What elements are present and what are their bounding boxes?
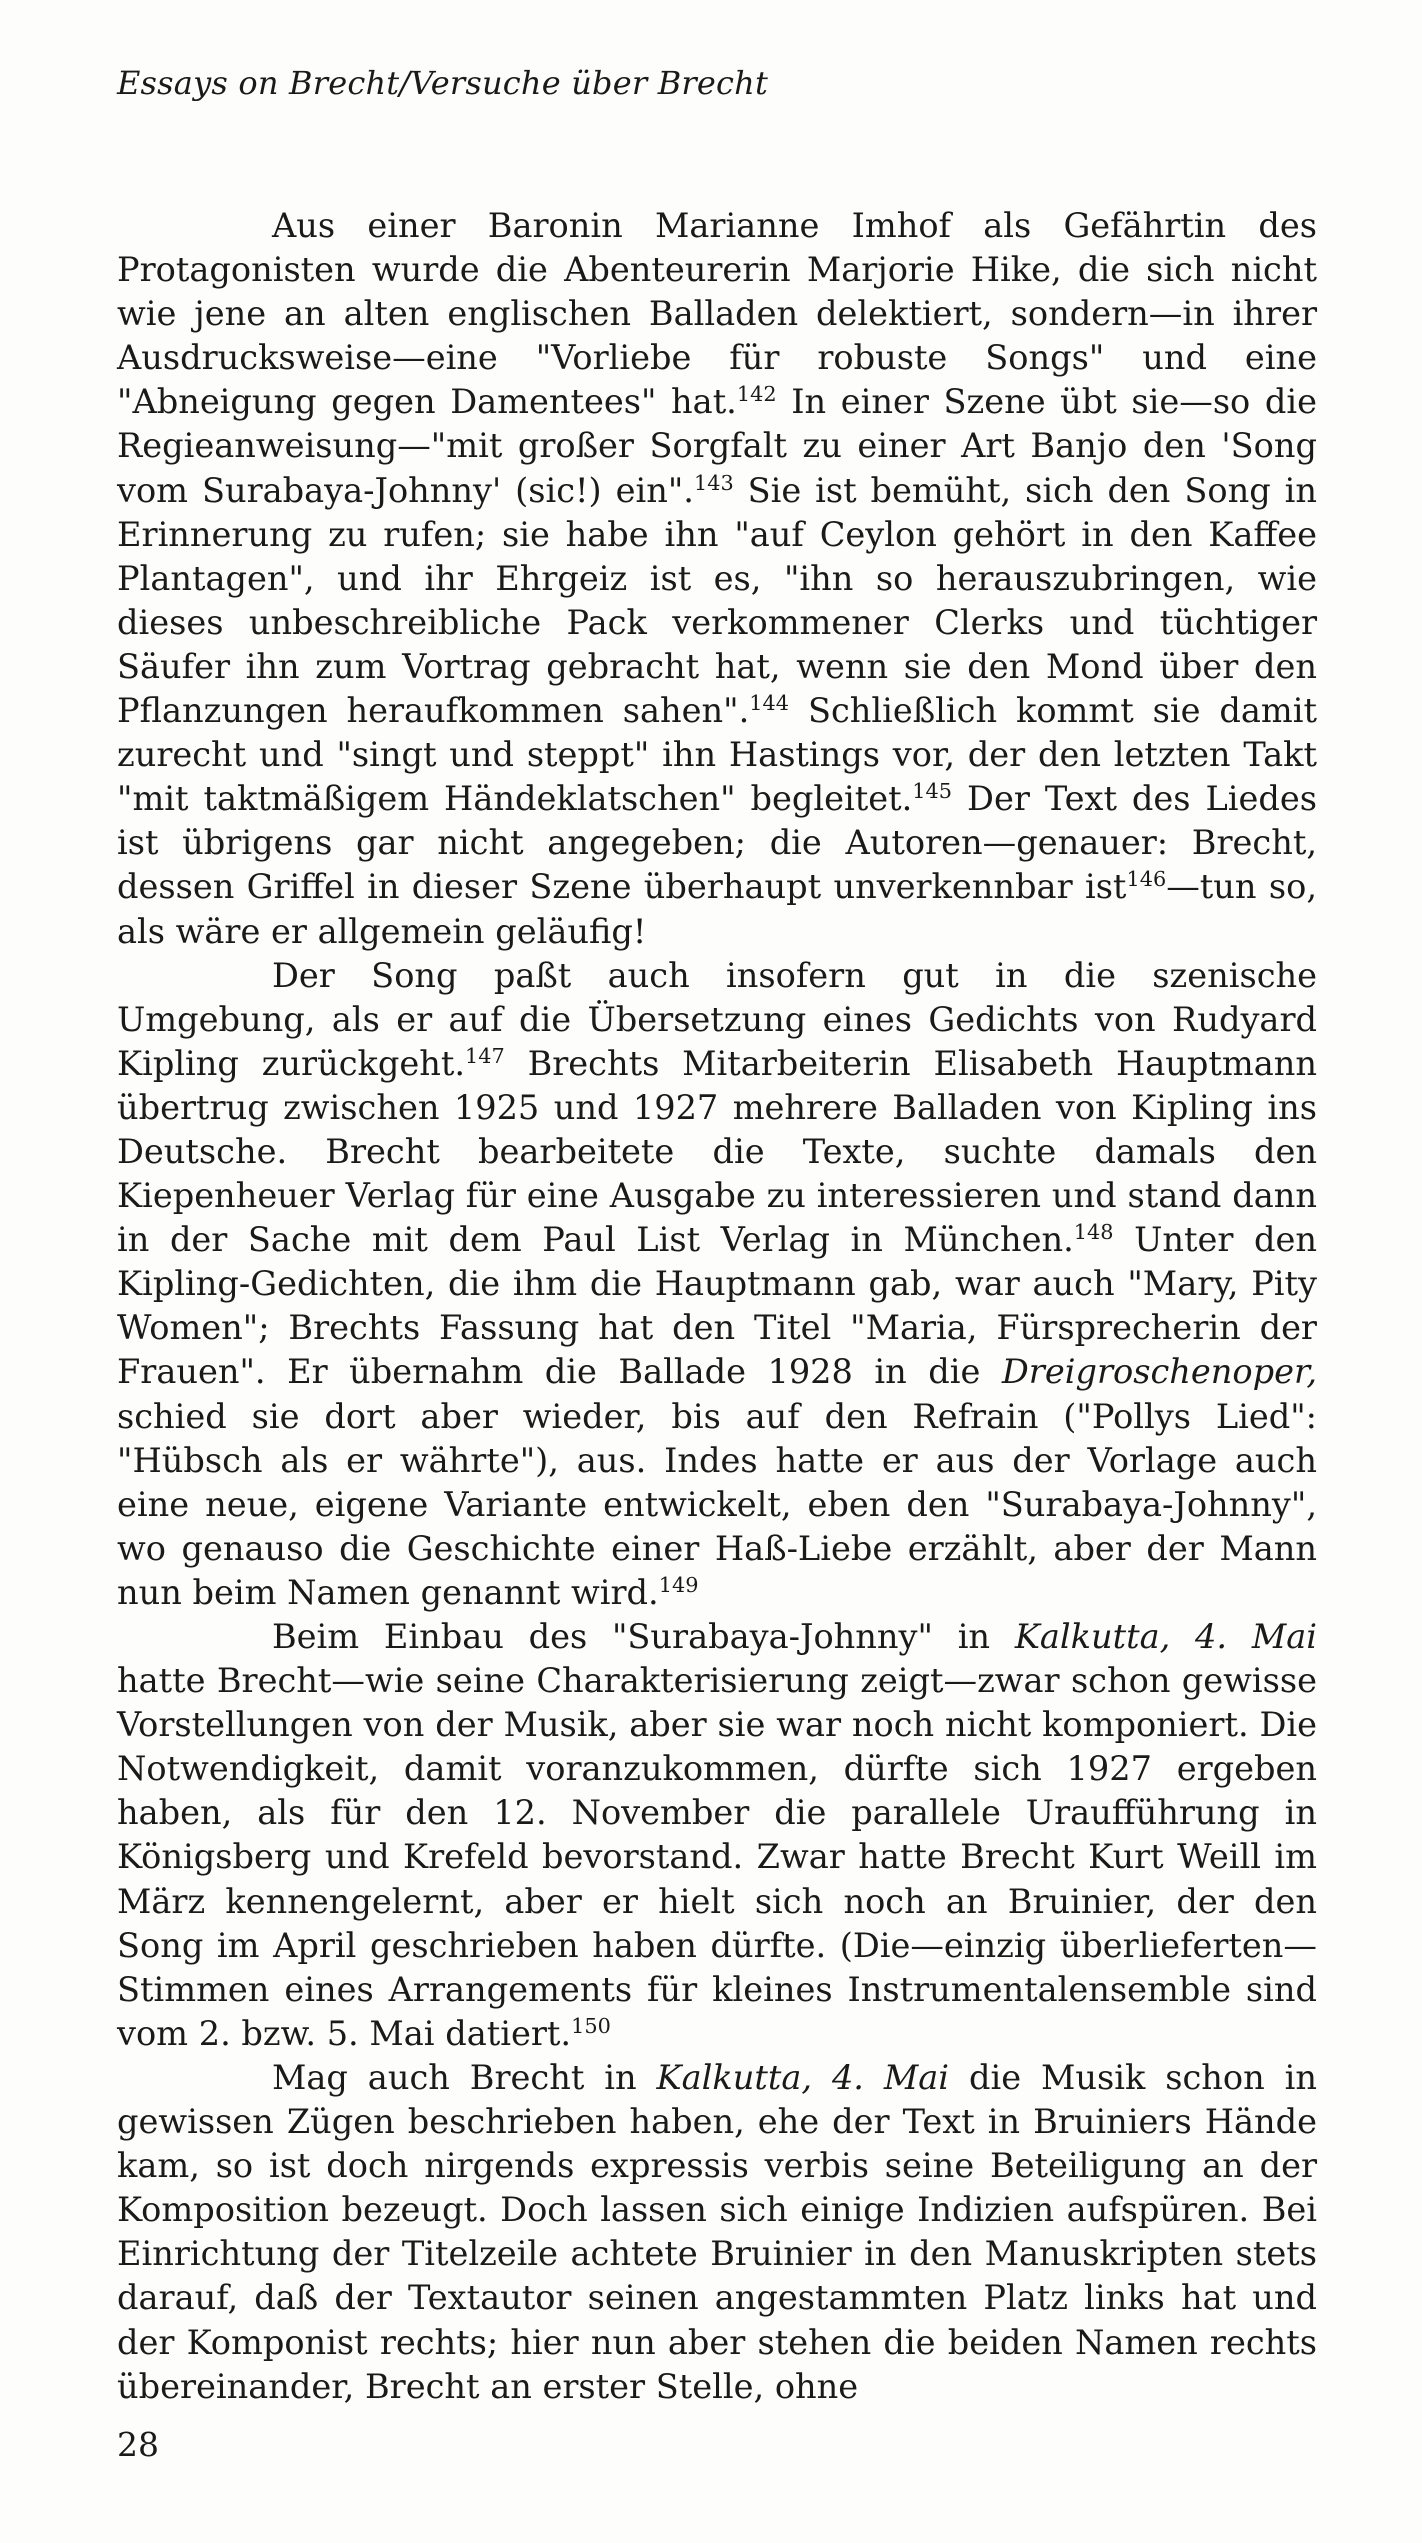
text-segment: Der Text des Liedes ist übrigens gar nicht angegeben; die Autoren—genauer: Brecht, dessen Griffel in dieser Szene überhaupt unverkennbar ist — [117, 779, 1317, 907]
text-segment: die Musik schon in gewissen Zügen beschrieben haben, ehe der Text in Bruiniers Hände kam, so ist doch nirgends expressis verbis seine Beteiligung an der Komposition bezeugt. Doch lassen sich einige Indizien aufspüren. Bei Einrichtung der Titelzeile achtete Bruinier in den Manuskripten stets darauf, daß der Textautor seinen angestammten Platz links hat und der Komponist rechts; hier nun aber stehen die beiden Namen rechts übereinander, Brecht an erster Stelle, ohne — [117, 2057, 1318, 2406]
paragraph-3 — [117, 1615, 1317, 2056]
body-text — [117, 204, 1317, 2409]
footnote-ref-147: 147 — [465, 1043, 505, 1068]
text-segment: schied sie dort aber wieder, bis auf den Refrain ("Pollys Lied": "Hübsch als er währte"), aus. Indes hatte er aus der Vorlage auch eine neue, eigene Variante entwickelt, eben den "Surabaya-Johnny", wo genauso die Geschichte einer Haß-Liebe erzählt, aber der Mann nun beim Namen genannt wird. — [117, 1396, 1317, 1612]
footnote-ref-149: 149 — [658, 1572, 699, 1597]
page-number: 28 — [117, 2425, 159, 2464]
footnote-ref-144: 144 — [749, 690, 790, 715]
text-segment: Schließlich kommt sie damit zurecht und "singt und steppt" ihn Hastings vor, der den letzten Takt "mit taktmäßigem Händeklatschen" begleitet. — [117, 691, 1317, 819]
footnote-ref-146: 146 — [1126, 867, 1167, 892]
text-segment: hatte Brecht—wie seine Charakterisierung zeigt—zwar schon gewisse Vorstellungen von der Musik, aber sie war noch nicht komponiert. Die Notwendigkeit, damit voranzukommen, dürfte sich 1927 ergeben haben, als für den 12. November die parallele Uraufführung in Königsberg und Krefeld bevorstand. Zwar hatte Brecht Kurt Weill im März kennengelernt, aber er hielt sich noch an Bruinier, der den Song im April geschrieben haben dürfte. (Die—einzig überlieferten—Stimmen eines Arrangements für kleines Instrumentalensemble sind vom 2. bzw. 5. Mai datiert. — [117, 1661, 1317, 2053]
text-segment: Aus einer Baronin Marianne Imhof als Gefährtin des Protagonisten wurde die Abenteurerin Marjorie Hike, die sich nicht wie jene an alten englischen Balladen delektiert, sondern—in ihrer Ausdrucksweise—eine "Vorliebe für robuste Songs" und eine "Abneigung gegen Damentees" hat. — [117, 206, 1317, 422]
text-segment: Beim Einbau des "Surabaya-Johnny" in — [272, 1617, 1015, 1656]
paragraph-4 — [117, 2056, 1317, 2409]
text-segment: Mag auch Brecht in — [272, 2057, 657, 2097]
running-head: Essays on Brecht/Versuche über Brecht — [117, 64, 769, 102]
work-title-kalkutta: Kalkutta, 4. Mai — [656, 2057, 950, 2097]
text-segment: Der Song paßt auch insofern gut in die szenische Umgebung, als er auf die Übersetzung eines Gedichts von Rudyard Kipling zurückgeht. — [117, 955, 1317, 1083]
paragraph-2 — [117, 954, 1317, 1615]
footnote-ref-143: 143 — [693, 470, 734, 495]
text-segment: Unter den Kipling-Gedichten, die ihm die Hauptmann gab, war auch "Mary, Pity Women"; Brechts Fassung hat den Titel "Maria, Fürsprecherin der Frauen". Er übernahm die Ballade 1928 in die — [117, 1220, 1317, 1392]
footnote-ref-142: 142 — [736, 382, 777, 407]
footnote-ref-150: 150 — [571, 2013, 611, 2038]
paragraph-1 — [117, 204, 1317, 954]
text-segment: —tun so, als wäre er allgemein geläufig! — [117, 867, 1317, 951]
text-segment: Sie ist bemüht, sich den Song in Erinnerung zu rufen; sie habe ihn "auf Ceylon gehört in den Kaffee Plantagen", und ihr Ehrgeiz ist es, "ihn so herauszubringen, wie dieses unbeschreibliche Pack verkommener Clerks und tüchtiger Säufer ihn zum Vortrag gebracht hat, wenn sie den Mond über den Pflanzungen heraufkommen sahen". — [117, 470, 1317, 731]
footnote-ref-145: 145 — [912, 779, 953, 804]
work-title-kalkutta: Kalkutta, 4. Mai — [1014, 1617, 1317, 1656]
footnote-ref-148: 148 — [1073, 1219, 1114, 1244]
text-segment: In einer Szene übt sie—so die Regieanweisung—"mit großer Sorgfalt zu einer Art Banjo den 'Song vom Surabaya-Johnny' (sic!) ein". — [117, 382, 1317, 510]
work-title-dreigroschenoper: Dreigroschenoper, — [1001, 1352, 1317, 1392]
text-segment: Brechts Mitarbeiterin Elisabeth Hauptmann übertrug zwischen 1925 und 1927 mehrere Balladen von Kipling ins Deutsche. Brecht bearbeitete die Texte, suchte damals den Kiepenheuer Verlag für eine Ausgabe zu interessieren und stand dann in der Sache mit dem Paul List Verlag in München. — [117, 1043, 1317, 1260]
